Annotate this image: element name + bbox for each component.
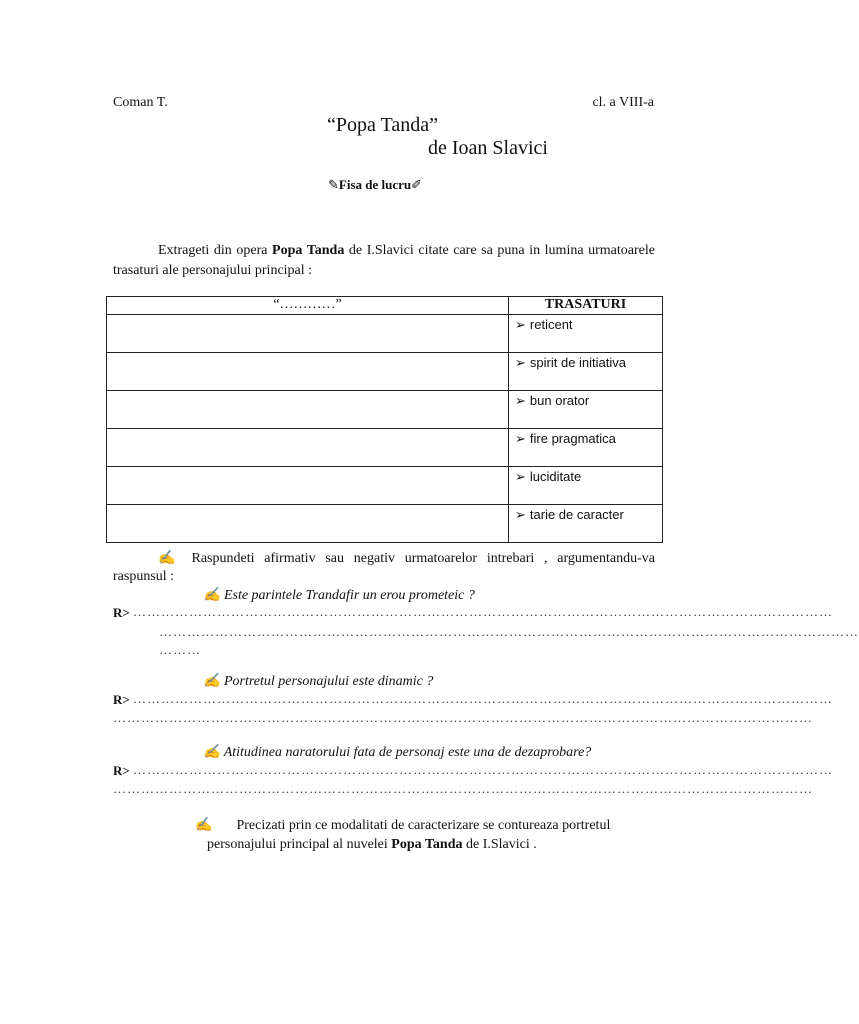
intro-paragraph [113, 241, 655, 281]
table-header-row [107, 297, 663, 315]
quote-cell[interactable] [107, 391, 509, 429]
question-text: Atitudinea naratorului fata de personaj este una de dezaprobare? [223, 745, 592, 760]
work-title: Popa Tanda [272, 243, 345, 258]
dotted-line: …………………………………………………………………………………………………………………………………… [159, 624, 859, 639]
final-task-text: personajului principal al nuvelei [207, 837, 392, 852]
arrow-bullet-icon: ➢ [515, 431, 526, 446]
answer-line-1 [113, 604, 130, 622]
answer-label: R> [113, 692, 130, 707]
question-3 [203, 744, 591, 761]
question-1 [203, 587, 475, 604]
quote-cell[interactable] [107, 467, 509, 505]
instruction-text: Raspundeti afirmativ sau negativ urmatoarelor intrebari , argumentandu-va raspunsul : [113, 551, 656, 584]
trait-label: fire pragmatica [529, 431, 616, 446]
arrow-bullet-icon: ➢ [515, 469, 526, 484]
final-task-line-2 [195, 835, 635, 854]
work-title: Popa Tanda [391, 837, 463, 852]
pen-icon: ✐ [411, 177, 423, 192]
answer-label: R> [113, 605, 130, 620]
final-task-line-1 [195, 816, 635, 835]
arrow-bullet-icon: ➢ [515, 393, 526, 408]
trait-label: spirit de initiativa [529, 355, 627, 370]
dotted-line: …………………………………………………………………………………………………………………………………… [113, 781, 813, 796]
trait-label: reticent [529, 317, 573, 332]
trait-cell [509, 505, 663, 543]
table-row [107, 391, 663, 429]
trait-label: bun orator [529, 393, 590, 408]
quote-cell[interactable] [107, 429, 509, 467]
grade-label: cl. a VIII-a [592, 95, 654, 110]
writing-hand-icon: ✍ [203, 588, 221, 603]
intro-text: Extrageti din opera [158, 243, 273, 258]
questions-instruction [113, 550, 655, 586]
quotes-column-header: “…………” [107, 297, 509, 315]
table-row [107, 353, 663, 391]
answer-line-3 [113, 762, 130, 780]
final-task-text: Precizati prin ce modalitati de caracterizare se contureaza portretul [236, 818, 611, 833]
dotted-line: …………………………………………………………………………………………………………………………………… [133, 604, 833, 619]
page-subtitle: de Ioan Slavici [428, 137, 548, 159]
answer-line-2 [113, 691, 130, 709]
arrow-bullet-icon: ➢ [515, 507, 526, 522]
dotted-line: …………………………………………………………………………………………………………………………………… [133, 762, 833, 777]
traits-column-header: TRASATURI [509, 297, 663, 315]
writing-hand-icon: ✍ [203, 745, 221, 760]
arrow-bullet-icon: ➢ [515, 317, 526, 332]
table-row [107, 315, 663, 353]
author-name: Coman T. [113, 95, 168, 110]
trait-cell [509, 315, 663, 353]
pencil-icon: ✎ [328, 177, 339, 192]
quote-cell[interactable] [107, 315, 509, 353]
writing-hand-icon: ✍ [203, 674, 221, 689]
table-row [107, 429, 663, 467]
worksheet-label: Fisa de lucru [338, 177, 412, 192]
dotted-line: …………………………………………………………………………………………………………………………………… [133, 691, 833, 706]
question-2 [203, 673, 433, 690]
dotted-line-short: ……… [159, 642, 201, 657]
question-text: Este parintele Trandafir un erou prometeic ? [223, 588, 475, 603]
trait-cell [509, 429, 663, 467]
quote-cell[interactable] [107, 505, 509, 543]
dotted-line: …………………………………………………………………………………………………………………………………… [113, 710, 813, 725]
pencil-icon: ✍ [158, 551, 182, 566]
traits-table [106, 296, 663, 543]
trait-label: luciditate [529, 469, 582, 484]
question-text: Portretul personajului este dinamic ? [223, 674, 434, 689]
page-title: “Popa Tanda” [327, 114, 438, 136]
table-row [107, 467, 663, 505]
worksheet-heading [328, 177, 422, 193]
final-task-text-end: de I.Slavici . [462, 837, 537, 852]
quote-cell[interactable] [107, 353, 509, 391]
arrow-bullet-icon: ➢ [515, 355, 526, 370]
pencil-icon: ✍ [195, 818, 213, 833]
answer-label: R> [113, 763, 130, 778]
table-row [107, 505, 663, 543]
trait-cell [509, 353, 663, 391]
final-task [195, 816, 635, 854]
trait-label: tarie de caracter [529, 507, 624, 522]
trait-cell [509, 391, 663, 429]
intro-text-end: de I.Slavici citate care sa puna in lumina urmatoarele trasaturi ale personajului principal : [113, 243, 655, 278]
trait-cell [509, 467, 663, 505]
